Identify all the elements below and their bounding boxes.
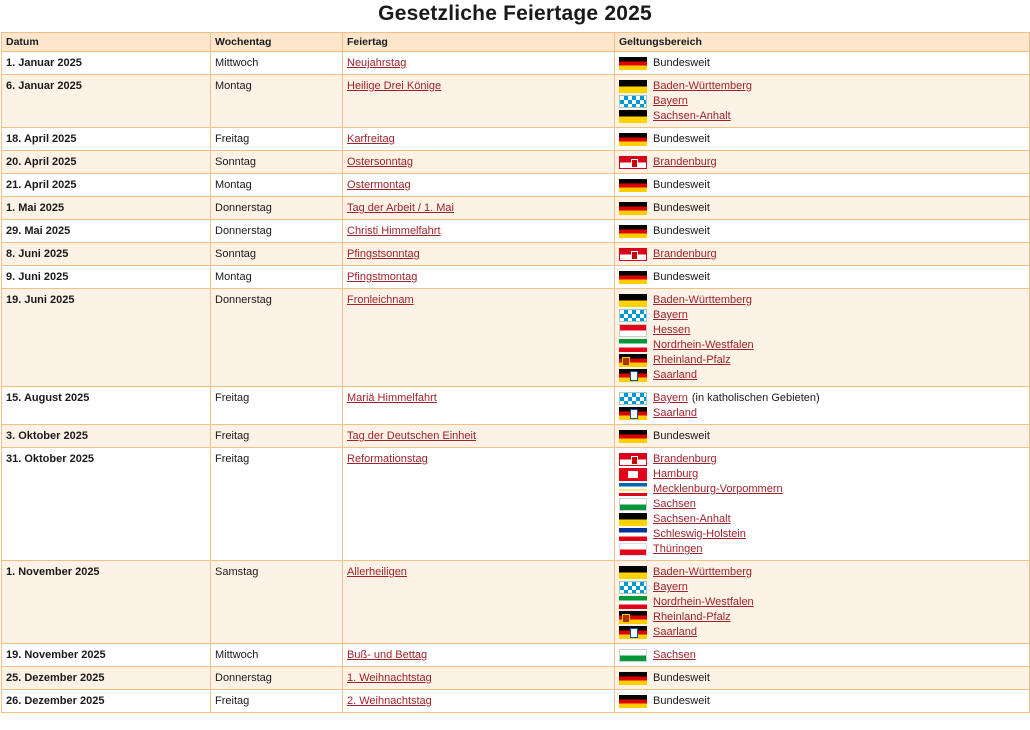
region-link[interactable]: Nordrhein-Westfalen — [653, 339, 754, 351]
region-label: Bundesweit — [653, 695, 710, 707]
cell-date: 6. Januar 2025 — [2, 75, 211, 128]
flag-by-icon — [619, 392, 647, 405]
region-entry — [619, 429, 1025, 444]
cell-weekday: Freitag — [211, 425, 343, 448]
region-label: Bundesweit — [653, 202, 710, 214]
flag-st-icon — [619, 110, 647, 123]
table-row — [2, 425, 1030, 448]
holiday-link[interactable]: Mariä Himmelfahrt — [347, 392, 437, 404]
holiday-link[interactable]: Buß- und Bettag — [347, 649, 428, 661]
region-link[interactable]: Schleswig-Holstein — [653, 528, 746, 540]
cell-date: 8. Juni 2025 — [2, 243, 211, 266]
region-label: Bundesweit — [653, 430, 710, 442]
cell-regions — [615, 561, 1030, 644]
flag-bb-icon — [619, 453, 647, 466]
cell-regions — [615, 197, 1030, 220]
cell-weekday: Mittwoch — [211, 52, 343, 75]
flag-bw-icon — [619, 566, 647, 579]
flag-de-icon — [619, 672, 647, 685]
region-link[interactable]: Bayern — [653, 581, 688, 593]
cell-date: 1. Mai 2025 — [2, 197, 211, 220]
holiday-link[interactable]: Tag der Deutschen Einheit — [347, 430, 477, 442]
cell-date: 18. April 2025 — [2, 128, 211, 151]
region-link[interactable]: Brandenburg — [653, 248, 717, 260]
flag-by-icon — [619, 581, 647, 594]
region-entry — [619, 580, 1025, 595]
flag-sl-icon — [619, 626, 647, 639]
region-link[interactable]: Saarland — [653, 369, 698, 381]
cell-date: 3. Oktober 2025 — [2, 425, 211, 448]
region-entry — [619, 565, 1025, 580]
cell-date: 19. Juni 2025 — [2, 289, 211, 387]
region-link[interactable]: Hessen — [653, 324, 691, 336]
table-row — [2, 52, 1030, 75]
flag-de-icon — [619, 202, 647, 215]
cell-holiday — [343, 448, 615, 561]
region-entry — [619, 610, 1025, 625]
cell-holiday — [343, 174, 615, 197]
table-row — [2, 128, 1030, 151]
flag-by-icon — [619, 95, 647, 108]
page-title: Gesetzliche Feiertage 2025 — [378, 2, 652, 25]
region-entry — [619, 467, 1025, 482]
cell-date: 21. April 2025 — [2, 174, 211, 197]
region-entry — [619, 497, 1025, 512]
holiday-link[interactable]: Pfingstmontag — [347, 271, 418, 283]
flag-rp-icon — [619, 611, 647, 624]
flag-st-icon — [619, 513, 647, 526]
flag-de-icon — [619, 271, 647, 284]
region-entry — [619, 247, 1025, 262]
region-entry — [619, 201, 1025, 216]
table-row — [2, 243, 1030, 266]
region-entry — [619, 368, 1025, 383]
region-link[interactable]: Brandenburg — [653, 453, 717, 465]
region-entry — [619, 391, 1025, 406]
region-label: Bundesweit — [653, 271, 710, 283]
cell-regions — [615, 52, 1030, 75]
region-link[interactable]: Mecklenburg-Vorpommern — [653, 483, 783, 495]
column-header-wochentag: Wochentag — [211, 33, 343, 52]
region-entry — [619, 648, 1025, 663]
cell-weekday: Donnerstag — [211, 289, 343, 387]
region-entry — [619, 293, 1025, 308]
flag-hh-icon — [619, 468, 647, 481]
region-link[interactable]: Nordrhein-Westfalen — [653, 596, 754, 608]
cell-regions — [615, 266, 1030, 289]
region-entry — [619, 56, 1025, 71]
region-link[interactable]: Baden-Württemberg — [653, 80, 753, 92]
cell-date: 31. Oktober 2025 — [2, 448, 211, 561]
flag-de-icon — [619, 133, 647, 146]
column-header-geltungsbereich: Geltungsbereich — [615, 33, 1030, 52]
flag-de-icon — [619, 179, 647, 192]
flag-bb-icon — [619, 156, 647, 169]
cell-date: 29. Mai 2025 — [2, 220, 211, 243]
cell-weekday: Donnerstag — [211, 197, 343, 220]
table-row — [2, 266, 1030, 289]
cell-holiday — [343, 266, 615, 289]
table-row — [2, 174, 1030, 197]
holiday-link[interactable]: Heilige Drei Könige — [347, 80, 442, 92]
flag-de-icon — [619, 695, 647, 708]
cell-weekday: Freitag — [211, 387, 343, 425]
cell-regions — [615, 243, 1030, 266]
region-entry — [619, 694, 1025, 709]
cell-regions — [615, 448, 1030, 561]
flag-de-icon — [619, 57, 647, 70]
cell-holiday — [343, 220, 615, 243]
cell-weekday: Sonntag — [211, 151, 343, 174]
holiday-link[interactable]: Allerheiligen — [347, 566, 407, 578]
region-entry — [619, 452, 1025, 467]
holiday-link[interactable]: 2. Weihnachtstag — [347, 695, 432, 707]
cell-holiday — [343, 128, 615, 151]
region-entry — [619, 308, 1025, 323]
flag-th-icon — [619, 543, 647, 556]
column-header-feiertag: Feiertag — [343, 33, 615, 52]
region-link[interactable]: Saarland — [653, 407, 698, 419]
cell-holiday — [343, 690, 615, 713]
cell-weekday: Freitag — [211, 690, 343, 713]
cell-date: 20. April 2025 — [2, 151, 211, 174]
cell-weekday: Donnerstag — [211, 667, 343, 690]
cell-holiday — [343, 75, 615, 128]
flag-by-icon — [619, 309, 647, 322]
region-label: Bundesweit — [653, 133, 710, 145]
holiday-link[interactable]: Tag der Arbeit / 1. Mai — [347, 202, 454, 214]
flag-bw-icon — [619, 294, 647, 307]
table-row — [2, 690, 1030, 713]
region-entry — [619, 527, 1025, 542]
flag-sn-icon — [619, 498, 647, 511]
region-entry — [619, 595, 1025, 610]
cell-holiday — [343, 387, 615, 425]
cell-date: 1. November 2025 — [2, 561, 211, 644]
region-entry — [619, 109, 1025, 124]
region-entry — [619, 406, 1025, 421]
region-link[interactable]: Hamburg — [653, 468, 699, 480]
flag-he-icon — [619, 324, 647, 337]
cell-regions — [615, 174, 1030, 197]
cell-holiday — [343, 243, 615, 266]
flag-sl-icon — [619, 369, 647, 382]
flag-sh-icon — [619, 528, 647, 541]
holiday-table — [1, 32, 1030, 713]
table-row — [2, 151, 1030, 174]
cell-regions — [615, 289, 1030, 387]
table-row — [2, 197, 1030, 220]
holiday-link[interactable]: 1. Weihnachtstag — [347, 672, 432, 684]
region-link[interactable]: Brandenburg — [653, 156, 717, 168]
holiday-link[interactable]: Reformationstag — [347, 453, 428, 465]
region-link[interactable]: Sachsen — [653, 649, 696, 661]
cell-regions — [615, 151, 1030, 174]
table-row — [2, 448, 1030, 561]
region-link[interactable]: Bayern — [653, 309, 688, 321]
cell-holiday — [343, 644, 615, 667]
region-entry — [619, 270, 1025, 285]
holiday-link[interactable]: Ostermontag — [347, 179, 411, 191]
region-entry — [619, 132, 1025, 147]
cell-weekday: Freitag — [211, 128, 343, 151]
cell-date: 15. August 2025 — [2, 387, 211, 425]
holiday-link[interactable]: Christi Himmelfahrt — [347, 225, 441, 237]
cell-regions — [615, 75, 1030, 128]
table-header-row — [2, 33, 1030, 52]
region-link[interactable]: Saarland — [653, 626, 698, 638]
region-link[interactable]: Sachsen-Anhalt — [653, 513, 731, 525]
cell-weekday: Freitag — [211, 448, 343, 561]
region-entry — [619, 94, 1025, 109]
cell-holiday — [343, 425, 615, 448]
region-entry — [619, 542, 1025, 557]
cell-date: 26. Dezember 2025 — [2, 690, 211, 713]
cell-regions — [615, 425, 1030, 448]
cell-holiday — [343, 151, 615, 174]
cell-date: 25. Dezember 2025 — [2, 667, 211, 690]
region-label: Bundesweit — [653, 672, 710, 684]
flag-nw-icon — [619, 596, 647, 609]
cell-weekday: Mittwoch — [211, 644, 343, 667]
region-label: Bundesweit — [653, 225, 710, 237]
region-label: Bundesweit — [653, 179, 710, 191]
region-link[interactable]: Rheinland-Pfalz — [653, 354, 731, 366]
region-entry — [619, 79, 1025, 94]
region-link[interactable]: Thüringen — [653, 543, 703, 555]
column-header-datum: Datum — [2, 33, 211, 52]
region-label: Bundesweit — [653, 57, 710, 69]
holiday-link[interactable]: Karfreitag — [347, 133, 395, 145]
flag-rp-icon — [619, 354, 647, 367]
cell-holiday — [343, 52, 615, 75]
cell-holiday — [343, 197, 615, 220]
holiday-link[interactable]: Ostersonntag — [347, 156, 414, 168]
region-link[interactable]: Bayern — [653, 392, 688, 404]
region-entry — [619, 178, 1025, 193]
region-link[interactable]: Baden-Württemberg — [653, 294, 753, 306]
holiday-link[interactable]: Fronleichnam — [347, 294, 414, 306]
cell-regions — [615, 644, 1030, 667]
cell-holiday — [343, 667, 615, 690]
cell-weekday: Montag — [211, 174, 343, 197]
flag-de-icon — [619, 225, 647, 238]
region-entry — [619, 671, 1025, 686]
cell-regions — [615, 690, 1030, 713]
region-entry — [619, 155, 1025, 170]
region-entry — [619, 512, 1025, 527]
cell-weekday: Donnerstag — [211, 220, 343, 243]
holiday-link[interactable]: Neujahrstag — [347, 57, 407, 69]
table-row — [2, 561, 1030, 644]
flag-sl-icon — [619, 407, 647, 420]
cell-regions — [615, 128, 1030, 151]
cell-regions — [615, 220, 1030, 243]
region-link[interactable]: Baden-Württemberg — [653, 566, 753, 578]
cell-weekday: Montag — [211, 266, 343, 289]
table-row — [2, 387, 1030, 425]
table-row — [2, 220, 1030, 243]
flag-bb-icon — [619, 248, 647, 261]
region-link[interactable]: Sachsen-Anhalt — [653, 110, 731, 122]
flag-bw-icon — [619, 80, 647, 93]
flag-mv-icon — [619, 483, 647, 496]
flag-de-icon — [619, 430, 647, 443]
table-row — [2, 644, 1030, 667]
region-entry — [619, 625, 1025, 640]
region-link[interactable]: Sachsen — [653, 498, 696, 510]
cell-holiday — [343, 561, 615, 644]
cell-date: 19. November 2025 — [2, 644, 211, 667]
cell-date: 1. Januar 2025 — [2, 52, 211, 75]
table-row — [2, 289, 1030, 387]
region-entry — [619, 338, 1025, 353]
cell-holiday — [343, 289, 615, 387]
table-row — [2, 75, 1030, 128]
cell-regions — [615, 387, 1030, 425]
region-link[interactable]: Rheinland-Pfalz — [653, 611, 731, 623]
holiday-link[interactable]: Pfingstsonntag — [347, 248, 420, 260]
region-entry — [619, 323, 1025, 338]
region-link[interactable]: Bayern — [653, 95, 688, 107]
region-entry — [619, 353, 1025, 368]
cell-weekday: Samstag — [211, 561, 343, 644]
cell-weekday: Sonntag — [211, 243, 343, 266]
region-entry — [619, 482, 1025, 497]
flag-nw-icon — [619, 339, 647, 352]
table-row — [2, 667, 1030, 690]
flag-sn-icon — [619, 649, 647, 662]
region-note: (in katholischen Gebieten) — [691, 392, 820, 404]
cell-regions — [615, 667, 1030, 690]
region-entry — [619, 224, 1025, 239]
cell-weekday: Montag — [211, 75, 343, 128]
cell-date: 9. Juni 2025 — [2, 266, 211, 289]
